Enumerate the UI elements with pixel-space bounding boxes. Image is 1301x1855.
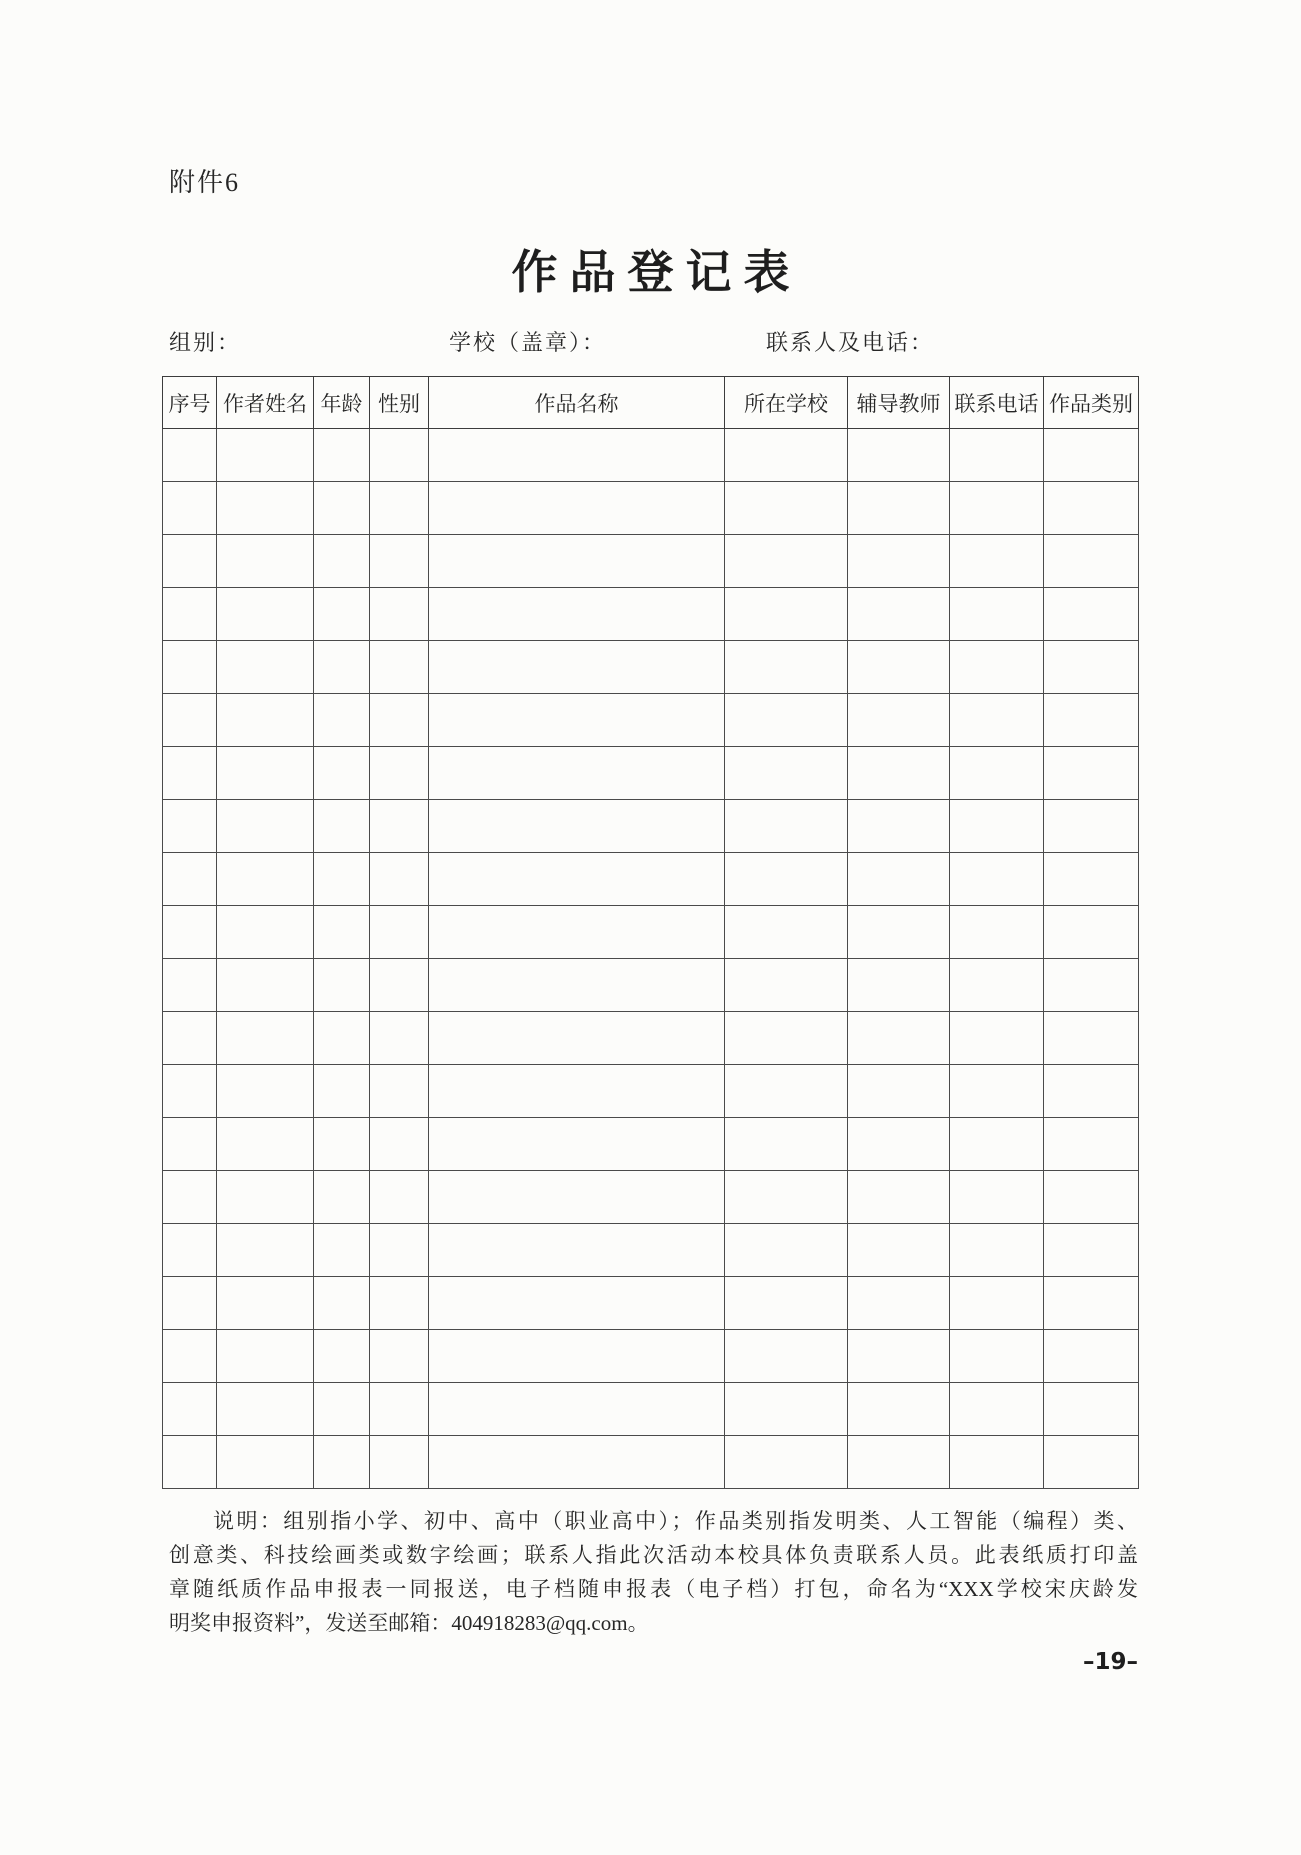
cell-category: [1044, 1224, 1139, 1277]
cell-advisor: [848, 1118, 950, 1171]
cell-serial-number: [163, 694, 217, 747]
cell-work-title: [429, 1330, 725, 1383]
cell-gender: [370, 1277, 429, 1330]
cell-advisor: [848, 959, 950, 1012]
cell-advisor: [848, 1330, 950, 1383]
header-school: 所在学校: [725, 377, 848, 429]
cell-school: [725, 906, 848, 959]
header-advisor: 辅导教师: [848, 377, 950, 429]
cell-phone: [950, 747, 1044, 800]
cell-age: [314, 747, 370, 800]
cell-category: [1044, 853, 1139, 906]
cell-gender: [370, 641, 429, 694]
cell-category: [1044, 482, 1139, 535]
cell-advisor: [848, 535, 950, 588]
cell-work-title: [429, 694, 725, 747]
cell-serial-number: [163, 535, 217, 588]
cell-category: [1044, 1065, 1139, 1118]
cell-age: [314, 694, 370, 747]
cell-gender: [370, 482, 429, 535]
cell-advisor: [848, 1436, 950, 1489]
cell-school: [725, 1012, 848, 1065]
cell-school: [725, 1277, 848, 1330]
cell-author-name: [217, 641, 314, 694]
cell-age: [314, 1383, 370, 1436]
cell-gender: [370, 1118, 429, 1171]
table-row: [163, 482, 1139, 535]
cell-serial-number: [163, 1224, 217, 1277]
cell-advisor: [848, 1277, 950, 1330]
cell-school: [725, 747, 848, 800]
cell-serial-number: [163, 482, 217, 535]
cell-school: [725, 694, 848, 747]
cell-work-title: [429, 853, 725, 906]
cell-phone: [950, 694, 1044, 747]
cell-school: [725, 1171, 848, 1224]
cell-age: [314, 906, 370, 959]
cell-gender: [370, 906, 429, 959]
cell-work-title: [429, 1012, 725, 1065]
table-row: [163, 1436, 1139, 1489]
cell-school: [725, 1065, 848, 1118]
cell-gender: [370, 588, 429, 641]
cell-school: [725, 482, 848, 535]
cell-phone: [950, 1383, 1044, 1436]
cell-age: [314, 800, 370, 853]
cell-serial-number: [163, 1171, 217, 1224]
cell-work-title: [429, 641, 725, 694]
cell-serial-number: [163, 1330, 217, 1383]
cell-work-title: [429, 1065, 725, 1118]
cell-school: [725, 429, 848, 482]
header-gender: 性别: [370, 377, 429, 429]
cell-phone: [950, 959, 1044, 1012]
cell-author-name: [217, 1330, 314, 1383]
cell-advisor: [848, 694, 950, 747]
cell-author-name: [217, 588, 314, 641]
cell-work-title: [429, 535, 725, 588]
cell-author-name: [217, 1012, 314, 1065]
cell-author-name: [217, 429, 314, 482]
table-row: [163, 800, 1139, 853]
cell-category: [1044, 906, 1139, 959]
cell-serial-number: [163, 853, 217, 906]
cell-advisor: [848, 1171, 950, 1224]
attachment-label: 附件6: [169, 168, 241, 197]
cell-serial-number: [163, 1277, 217, 1330]
cell-category: [1044, 1436, 1139, 1489]
cell-phone: [950, 429, 1044, 482]
cell-age: [314, 1224, 370, 1277]
cell-advisor: [848, 588, 950, 641]
cell-age: [314, 1118, 370, 1171]
cell-serial-number: [163, 1383, 217, 1436]
cell-gender: [370, 535, 429, 588]
cell-author-name: [217, 800, 314, 853]
cell-gender: [370, 1171, 429, 1224]
cell-serial-number: [163, 429, 217, 482]
cell-phone: [950, 1224, 1044, 1277]
table-header-row: [163, 377, 1139, 429]
note-line: 明奖申报资料”，发送至邮箱：404918283@qq.com。: [169, 1611, 649, 1635]
cell-serial-number: [163, 641, 217, 694]
cell-category: [1044, 1118, 1139, 1171]
cell-author-name: [217, 1383, 314, 1436]
table-row: [163, 1277, 1139, 1330]
cell-phone: [950, 535, 1044, 588]
cell-category: [1044, 747, 1139, 800]
table-row: [163, 641, 1139, 694]
cell-serial-number: [163, 800, 217, 853]
cell-author-name: [217, 1118, 314, 1171]
cell-serial-number: [163, 906, 217, 959]
cell-phone: [950, 1012, 1044, 1065]
cell-author-name: [217, 1171, 314, 1224]
cell-phone: [950, 853, 1044, 906]
note-line: 章随纸质作品申报表一同报送，电子档随申报表（电子档）打包，命名为“XXX学校宋庆龄发: [169, 1577, 1138, 1601]
cell-gender: [370, 1383, 429, 1436]
cell-category: [1044, 800, 1139, 853]
cell-category: [1044, 1171, 1139, 1224]
cell-category: [1044, 588, 1139, 641]
cell-age: [314, 1065, 370, 1118]
cell-phone: [950, 1118, 1044, 1171]
note-line: 说明：组别指小学、初中、高中（职业高中）；作品类别指发明类、人工智能（编程）类、: [213, 1509, 1138, 1533]
table-row: [163, 1383, 1139, 1436]
cell-age: [314, 482, 370, 535]
cell-age: [314, 641, 370, 694]
registration-table: [162, 376, 1139, 1489]
cell-author-name: [217, 853, 314, 906]
header-category: 作品类别: [1044, 377, 1139, 429]
cell-phone: [950, 1065, 1044, 1118]
cell-school: [725, 959, 848, 1012]
table-row: [163, 1171, 1139, 1224]
cell-gender: [370, 1012, 429, 1065]
cell-author-name: [217, 1224, 314, 1277]
cell-advisor: [848, 906, 950, 959]
cell-age: [314, 1330, 370, 1383]
table-row: [163, 1012, 1139, 1065]
cell-work-title: [429, 906, 725, 959]
cell-age: [314, 1436, 370, 1489]
cell-phone: [950, 800, 1044, 853]
cell-gender: [370, 1065, 429, 1118]
cell-serial-number: [163, 1012, 217, 1065]
cell-school: [725, 853, 848, 906]
cell-age: [314, 429, 370, 482]
cell-phone: [950, 1277, 1044, 1330]
cell-work-title: [429, 429, 725, 482]
cell-advisor: [848, 1224, 950, 1277]
cell-serial-number: [163, 1065, 217, 1118]
cell-work-title: [429, 1118, 725, 1171]
cell-gender: [370, 694, 429, 747]
table-row: [163, 1330, 1139, 1383]
cell-age: [314, 959, 370, 1012]
cell-age: [314, 535, 370, 588]
school-label: 学校（盖章）：: [449, 330, 607, 355]
table-row: [163, 747, 1139, 800]
header-age: 年龄: [314, 377, 370, 429]
cell-author-name: [217, 694, 314, 747]
cell-work-title: [429, 588, 725, 641]
cell-author-name: [217, 747, 314, 800]
explanation-note: [169, 1504, 1138, 1640]
cell-gender: [370, 429, 429, 482]
cell-advisor: [848, 747, 950, 800]
cell-work-title: [429, 1277, 725, 1330]
cell-work-title: [429, 1171, 725, 1224]
cell-gender: [370, 1330, 429, 1383]
cell-gender: [370, 800, 429, 853]
table-row: [163, 959, 1139, 1012]
cell-author-name: [217, 535, 314, 588]
cell-advisor: [848, 800, 950, 853]
table-row: [163, 429, 1139, 482]
cell-author-name: [217, 1065, 314, 1118]
cell-work-title: [429, 482, 725, 535]
cell-work-title: [429, 1436, 725, 1489]
cell-age: [314, 588, 370, 641]
cell-school: [725, 535, 848, 588]
cell-category: [1044, 535, 1139, 588]
table-body: [163, 429, 1139, 1489]
cell-serial-number: [163, 747, 217, 800]
cell-work-title: [429, 747, 725, 800]
cell-age: [314, 1012, 370, 1065]
cell-advisor: [848, 1012, 950, 1065]
cell-school: [725, 641, 848, 694]
cell-serial-number: [163, 588, 217, 641]
table-row: [163, 535, 1139, 588]
cell-author-name: [217, 906, 314, 959]
cell-advisor: [848, 429, 950, 482]
cell-serial-number: [163, 959, 217, 1012]
cell-school: [725, 588, 848, 641]
table-row: [163, 1118, 1139, 1171]
contact-label: 联系人及电话：: [766, 330, 935, 355]
cell-category: [1044, 1277, 1139, 1330]
cell-work-title: [429, 800, 725, 853]
cell-category: [1044, 694, 1139, 747]
cell-category: [1044, 1012, 1139, 1065]
page-number: –19–: [1082, 1649, 1138, 1675]
header-phone: 联系电话: [950, 377, 1044, 429]
cell-school: [725, 1383, 848, 1436]
cell-gender: [370, 1224, 429, 1277]
header-author-name: 作者姓名: [217, 377, 314, 429]
table-header: [163, 377, 1139, 429]
cell-phone: [950, 482, 1044, 535]
cell-author-name: [217, 1277, 314, 1330]
header-work-title: 作品名称: [429, 377, 725, 429]
cell-category: [1044, 641, 1139, 694]
cell-phone: [950, 588, 1044, 641]
cell-age: [314, 1277, 370, 1330]
cell-category: [1044, 429, 1139, 482]
cell-phone: [950, 1436, 1044, 1489]
cell-age: [314, 1171, 370, 1224]
cell-school: [725, 1118, 848, 1171]
cell-gender: [370, 959, 429, 1012]
cell-school: [725, 800, 848, 853]
cell-advisor: [848, 482, 950, 535]
cell-serial-number: [163, 1436, 217, 1489]
cell-advisor: [848, 1065, 950, 1118]
group-label: 组别：: [169, 330, 242, 355]
cell-author-name: [217, 482, 314, 535]
cell-gender: [370, 747, 429, 800]
cell-phone: [950, 1171, 1044, 1224]
cell-school: [725, 1330, 848, 1383]
cell-category: [1044, 1330, 1139, 1383]
cell-gender: [370, 853, 429, 906]
cell-school: [725, 1436, 848, 1489]
cell-phone: [950, 641, 1044, 694]
cell-advisor: [848, 853, 950, 906]
cell-work-title: [429, 1224, 725, 1277]
table-row: [163, 1065, 1139, 1118]
table-row: [163, 694, 1139, 747]
cell-advisor: [848, 641, 950, 694]
page-title: 作品登记表: [511, 245, 802, 299]
cell-phone: [950, 906, 1044, 959]
cell-gender: [370, 1436, 429, 1489]
cell-age: [314, 853, 370, 906]
cell-serial-number: [163, 1118, 217, 1171]
table-row: [163, 588, 1139, 641]
header-serial-number: 序号: [163, 377, 217, 429]
table-row: [163, 853, 1139, 906]
cell-phone: [950, 1330, 1044, 1383]
cell-work-title: [429, 1383, 725, 1436]
cell-work-title: [429, 959, 725, 1012]
cell-author-name: [217, 1436, 314, 1489]
cell-advisor: [848, 1383, 950, 1436]
note-line: 创意类、科技绘画类或数字绘画；联系人指此次活动本校具体负责联系人员。此表纸质打印盖: [169, 1543, 1138, 1567]
table-row: [163, 1224, 1139, 1277]
cell-school: [725, 1224, 848, 1277]
cell-category: [1044, 1383, 1139, 1436]
table-row: [163, 906, 1139, 959]
cell-author-name: [217, 959, 314, 1012]
cell-category: [1044, 959, 1139, 1012]
